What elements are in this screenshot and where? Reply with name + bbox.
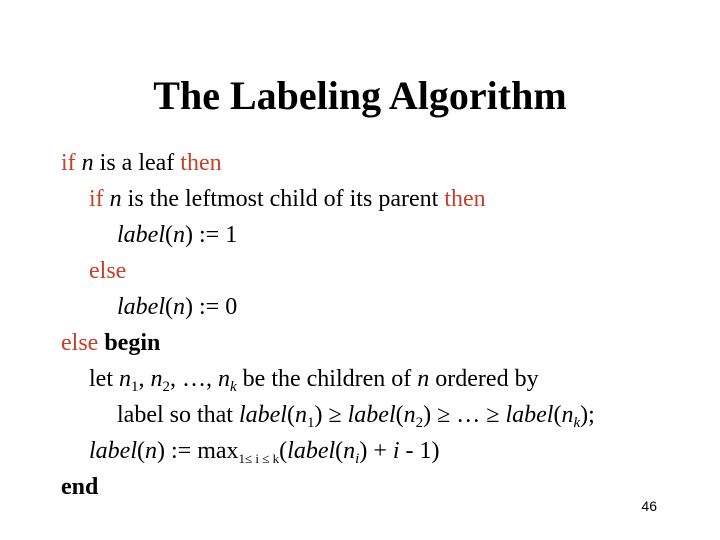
var-n: n (294, 402, 307, 428)
func-label: label (89, 438, 137, 464)
text: ); (580, 402, 595, 428)
var-n: n (109, 186, 122, 212)
func-label: label (287, 438, 336, 464)
line-4 (89, 256, 126, 286)
var-n: n (173, 294, 185, 320)
text: label so that (117, 402, 239, 428)
keyword-then: then (444, 186, 486, 212)
line-3 (117, 220, 237, 250)
text: - 1) (399, 438, 440, 464)
var-n: n (119, 366, 131, 392)
page-title: The Labeling Algorithm (153, 73, 567, 118)
subscript-range: 1≤ i ≤ k (238, 451, 280, 466)
line-5 (117, 292, 237, 322)
keyword-then: then (180, 150, 222, 176)
line-1 (61, 148, 222, 178)
var-i: i (392, 438, 400, 464)
geq: ) ≥ (314, 402, 348, 428)
ellipsis-geq: ) ≥ … ≥ (423, 402, 506, 428)
text: ) := 1 (185, 222, 238, 248)
paren: ( (279, 438, 288, 464)
func-label: label (117, 222, 165, 248)
var-n: n (403, 402, 416, 428)
text: is the leftmost child of its parent (121, 186, 445, 212)
func-label: label (238, 402, 287, 428)
subscript: k (573, 415, 581, 431)
var-n: n (145, 438, 157, 464)
text: let (89, 366, 119, 392)
line-9: label(n) := $\max_{1\le i \le k}(label(n_i) + i - 1)$ (89, 438, 440, 467)
subscript: k (230, 379, 237, 395)
var-n: n (343, 438, 356, 464)
func-label: label (117, 294, 165, 320)
subscript: 1 (131, 379, 139, 395)
line-2 (89, 184, 486, 214)
keyword-begin: begin (98, 330, 161, 356)
text: , (138, 366, 151, 392)
text: ordered by (429, 366, 539, 392)
subscript: i (355, 451, 360, 467)
keyword-else: else (61, 330, 99, 356)
paren: ( (165, 294, 173, 320)
subscript: 1 (306, 415, 315, 431)
line-8: label so that $label(n_1)$ ≥ $label(n_2)$ ≥ … ≥ $label(n_k)$; (117, 402, 595, 431)
var-n: n (218, 366, 230, 392)
keyword-if: if (89, 186, 104, 212)
keyword-else: else (89, 258, 127, 284)
line-7 (89, 364, 539, 394)
text: ) := 0 (185, 294, 238, 320)
keyword-if: if (61, 150, 76, 176)
var-n: n (150, 366, 163, 392)
func-label: label (505, 402, 554, 428)
subscript: 2 (415, 415, 424, 431)
var-n: n (81, 150, 94, 176)
text: is a leaf (93, 150, 181, 176)
var-n: n (561, 402, 574, 428)
text: be the children of (236, 366, 418, 392)
slide-number: 46 (641, 498, 657, 514)
var-n: n (417, 366, 430, 392)
text: , …, (170, 366, 218, 392)
line-6 (61, 328, 160, 358)
keyword-end: end (61, 474, 99, 500)
text: ) := max (157, 438, 239, 464)
var-n: n (173, 222, 185, 248)
text: ) + (359, 438, 393, 464)
paren: ( (165, 222, 173, 248)
func-label: label (347, 402, 396, 428)
subscript: 2 (162, 379, 170, 395)
